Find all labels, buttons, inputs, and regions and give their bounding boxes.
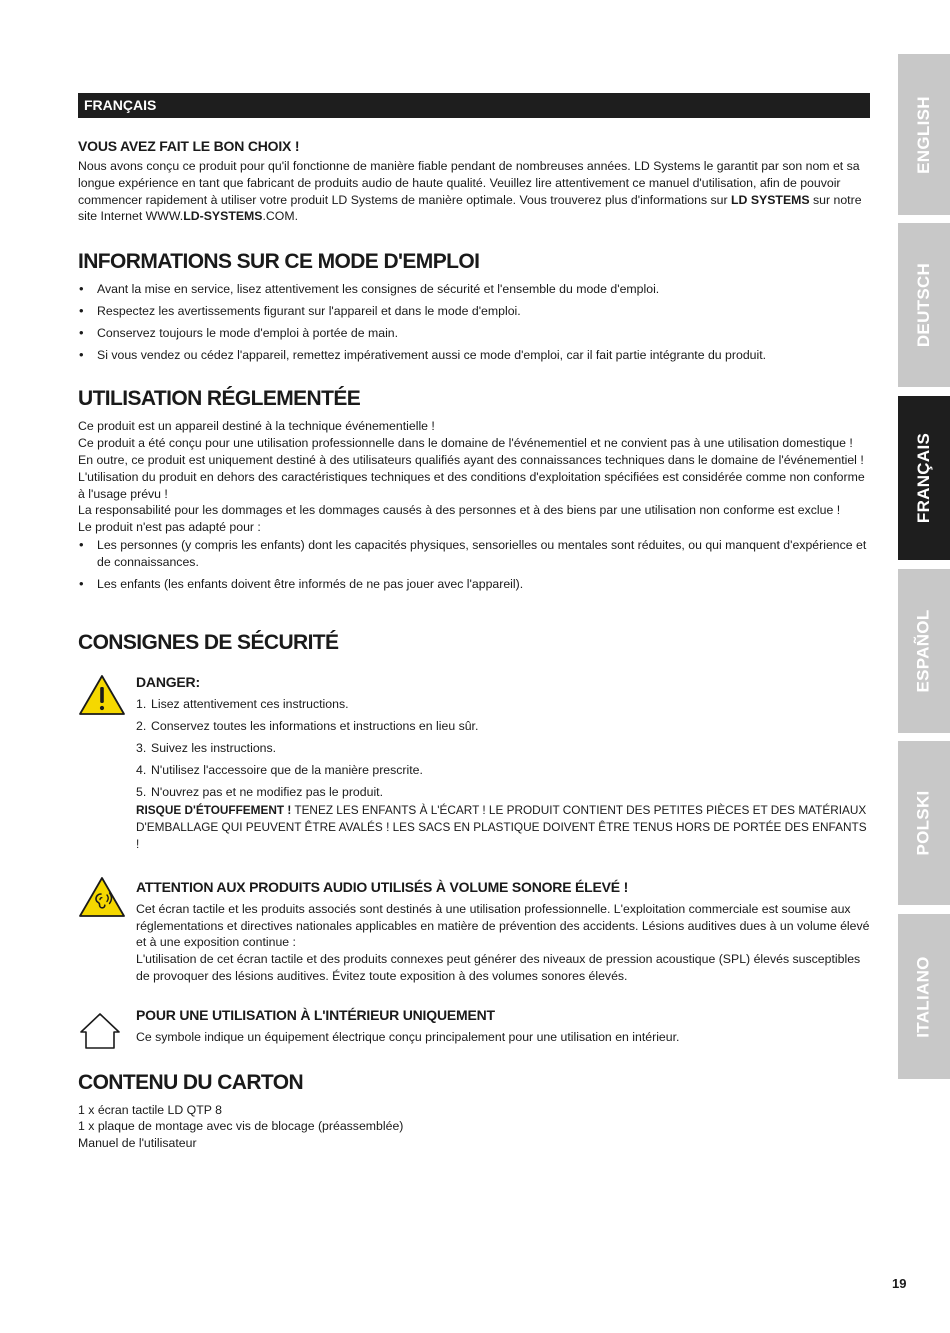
list-item: 5. N'ouvrez pas et ne modifiez pas le produit. (136, 784, 384, 799)
contents-section-title: CONTENU DU CARTON (78, 1070, 304, 1094)
list-item: • Avant la mise en service, lisez attentivement les consignes de sécurité et l'ensemble du mode d'emploi. (78, 281, 870, 298)
list-item: 3. Suivez les instructions. (136, 740, 277, 755)
language-header: FRANÇAIS (78, 93, 870, 118)
main-content (78, 138, 870, 1152)
tab-francais[interactable]: FRANÇAIS (898, 396, 950, 560)
list-item: • Respectez les avertissements figurant sur l'appareil et dans le mode d'emploi. (78, 303, 870, 320)
warning-triangle-icon (78, 674, 126, 716)
intro-title: VOUS AVEZ FAIT LE BON CHOIX ! (78, 138, 300, 154)
info-list (78, 281, 870, 363)
list-item: • Si vous vendez ou cédez l'appareil, remettez impérativement aussi ce mode d'emploi, car il fait partie intégrante du produit. (78, 347, 870, 364)
house-icon (78, 1010, 126, 1052)
tab-italiano[interactable]: ITALIANO (898, 914, 950, 1079)
indoor-title: POUR UNE UTILISATION À L'INTÉRIEUR UNIQUEMENT (136, 1006, 495, 1023)
list-item: 4. N'utilisez l'accessoire que de la manière prescrite. (136, 762, 423, 777)
page-number: 19 (892, 1276, 907, 1291)
hearing-warning-icon (78, 876, 126, 918)
tab-deutsch[interactable]: DEUTSCH (898, 223, 950, 387)
indoor-block (78, 1007, 870, 1046)
list-item: 1. Lisez attentivement ces instructions. (136, 697, 349, 712)
list-item: Manuel de l'utilisateur (78, 1136, 197, 1151)
list-item: • Les personnes (y compris les enfants) dont les capacités physiques, sensorielles ou mentales sont réduites, ou qui manquent d'expérience et de connaissances. (78, 537, 870, 571)
list-item: 2. Conservez toutes les informations et instructions en lieu sûr. (136, 719, 479, 734)
list-item: • Les enfants (les enfants doivent être informés de ne pas jouer avec l'appareil). (78, 576, 870, 593)
website-brand: LD-SYSTEMS (183, 209, 263, 224)
intro-text: Nous avons conçu ce produit pour qu'il fonctionne de manière fiable pendant de nombreuses années. LD Systems le garantit par son nom et sa longue expérience en tant que fabricant de produits audio de haute qualité. Veuillez lire attentivement ce manuel d'utilisation, afin de pouvoir commencer rapidement à utiliser votre produit LD Systems de manière optimale. Vous trouverez plus d'informations sur LD SYSTEMS sur notre site Internet WWW.LD-SYSTEMS.COM. (78, 159, 862, 224)
usage-text: Ce produit est un appareil destiné à la technique événementielle ! Ce produit a été conçu pour une utilisation professionnelle dans le domaine de l'événementiel et ne convient pas à une utilisation domestique ! En outre, ce produit est uniquement destiné à des utilisateurs qualifiés ayant des connaissances techniques dans le domaine de l'événementiel ! L'utilisation du produit en dehors des caractéristiques techniques et des conditions d'exploitation spécifiées est considérée comme non conforme à l'usage prévu ! La responsabilité pour les dommages et les dommages causés à des personnes et à des biens par une utilisation non conforme est exclue ! Le produit n'est pas adapté pour : (78, 419, 865, 535)
hearing-text-1: Cet écran tactile et les produits associés sont destinés à une utilisation professionnelle. L'exploitation commerciale est soumise aux réglementations et directives nationales applicables en matière de prévention des accidents. Lésions auditives dues à un volume élevé et à une exposition continue : (136, 901, 870, 950)
usage-list (78, 537, 870, 592)
indoor-text: Ce symbole indique un équipement électrique conçu principalement pour une utilisation en intérieur. (136, 1029, 680, 1044)
brand-name: LD SYSTEMS (731, 192, 810, 207)
tab-english[interactable]: ENGLISH (898, 54, 950, 215)
danger-list (136, 696, 870, 800)
list-item: 1 x écran tactile LD QTP 8 (78, 1102, 222, 1117)
danger-block (78, 674, 870, 852)
choking-warning: RISQUE D'ÉTOUFFEMENT ! TENEZ LES ENFANTS À L'ÉCART ! LE PRODUIT CONTIENT DES PETITES PIÈCES ET DES MATÉRIAUX D'EMBALLAGE QUI PEUVENT ÊTRE AVALÉS ! LES SACS EN PLASTIQUE DOIVENT ÊTRE TENUS HORS DE PORTÉE DES ENFANTS ! (136, 803, 867, 851)
tab-espanol[interactable]: ESPAÑOL (898, 569, 950, 733)
tab-polski[interactable]: POLSKI (898, 741, 950, 905)
contents-list (78, 1102, 870, 1152)
danger-title: DANGER: (136, 674, 200, 691)
safety-section-title: CONSIGNES DE SÉCURITÉ (78, 631, 339, 655)
list-item: • Conservez toujours le mode d'emploi à portée de main. (78, 325, 870, 342)
usage-section-title: UTILISATION RÉGLEMENTÉE (78, 387, 361, 411)
list-item: 1 x plaque de montage avec vis de blocage (préassemblée) (78, 1119, 404, 1134)
info-section-title: INFORMATIONS SUR CE MODE D'EMPLOI (78, 250, 480, 274)
hearing-title: ATTENTION AUX PRODUITS AUDIO UTILISÉS À VOLUME SONORE ÉLEVÉ ! (136, 878, 629, 895)
hearing-text-2: L'utilisation de cet écran tactile et des produits connexes peut générer des niveaux de pression acoustique (SPL) élevés susceptibles de provoquer des lésions auditives. Évitez toute exposition à des volumes sonores élevés. (136, 952, 861, 983)
hearing-block (78, 879, 870, 985)
